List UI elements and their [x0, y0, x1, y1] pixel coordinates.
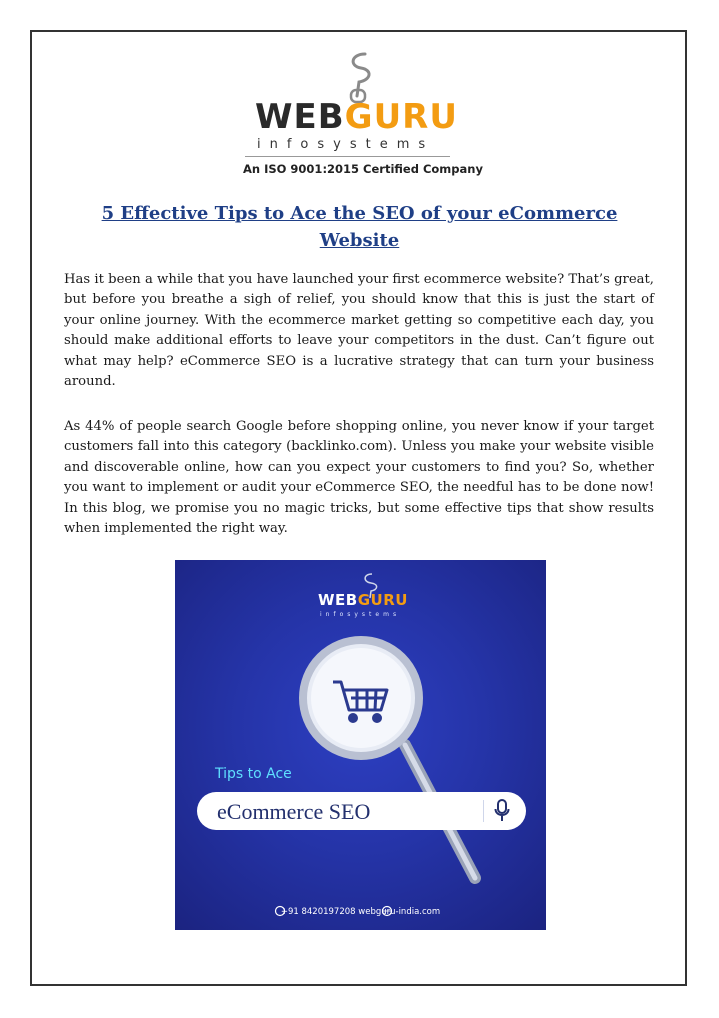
paragraph-statistics: As 44% of people search Google before shopping online, you never know if your target customers fall into this category (backlinko.com). Unless you make your website visible and discoverable online, how can you expect your customers to find you? So, whether you want to implement or audit your eCommerce SEO, the needful has to be done now! In this blog, we promise you no magic tricks, but some effective tips that show results when implemented the right way. [64, 419, 654, 537]
logo-divider [245, 156, 450, 157]
search-divider [483, 800, 484, 822]
magnifier-icon [303, 640, 475, 878]
logo-subtitle: infosystems [257, 137, 435, 152]
hero-search-text: eCommerce SEO [217, 799, 371, 824]
company-logo [243, 52, 483, 182]
certification-text: An ISO 9001:2015 Certified Company [243, 162, 483, 176]
hero-search-bar [197, 792, 526, 830]
hero-tagline: Tips to Ace [215, 766, 292, 782]
paragraph-intro: Has it been a while that you have launched your first ecommerce website? That’s great, but before you breathe a sigh of relief, you should know that this is just the start of your online journey. With the ecommerce market getting so competitive each day, you should make additional efforts to leave your competitors in the dust. Can’t figure out what may help? eCommerce SEO is a lucrative strategy that can turn your business around. [64, 272, 654, 390]
logo-wordmark [255, 97, 458, 137]
hero-image [175, 560, 546, 930]
hero-logo-subtitle: infosystems [320, 611, 401, 618]
hero-logo-web-text: WEB [318, 591, 358, 609]
hero-logo-guru-text: GURU [357, 591, 408, 609]
hero-contact-info: +91 8420197208 webguru-india.com [280, 907, 441, 917]
hero-logo-wordmark [318, 593, 408, 608]
mic-icon [494, 799, 510, 823]
logo-guru-text: GURU [344, 97, 458, 137]
logo-web-text: WEB [255, 97, 345, 137]
article-title[interactable]: 5 Effective Tips to Ace the SEO of your eCommerce Website [101, 203, 618, 251]
